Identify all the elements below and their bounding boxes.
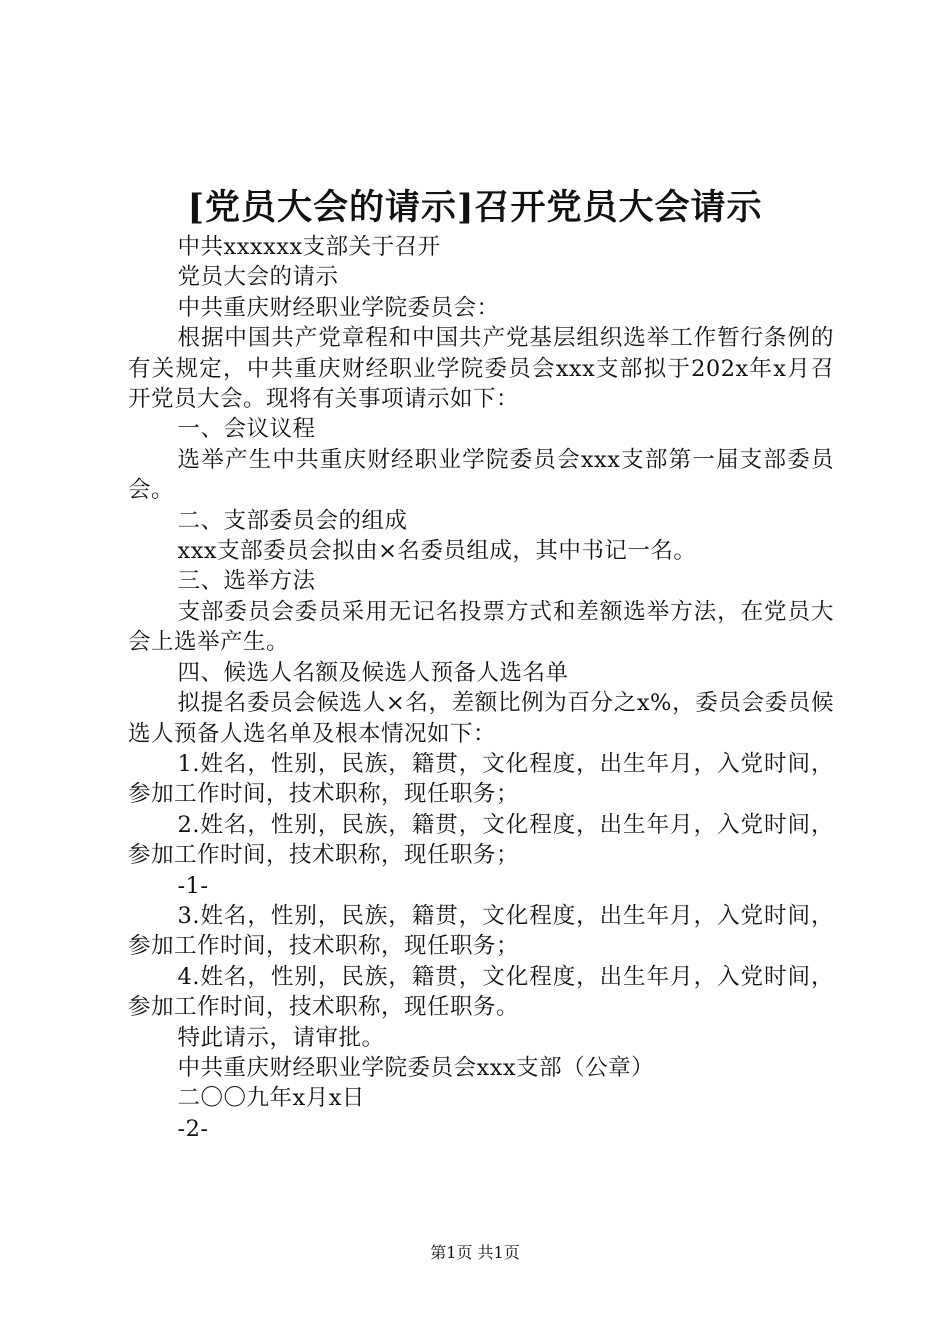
paragraph-intro: 根据中国共产党章程和中国共产党基层组织选举工作暂行条例的有关规定，中共重庆财经职业学院委员会xxx支部拟于202x年x月召开党员大会。现将有关事项请示如下： [128,325,834,413]
document-body [128,232,834,1144]
paragraph-candidates: 拟提名委员会候选人×名，差额比例为百分之x%，委员会委员候选人预备人选名单及根本情况如下： [128,690,834,747]
paragraph-date: 二〇〇九年x月x日 [177,1085,365,1112]
section-heading-candidates: 四、候选人名额及候选人预备人选名单 [177,659,569,686]
page-footer: 第1页 共1页 [430,1243,520,1262]
paragraph-closing: 特此请示，请审批。 [177,1024,385,1051]
section-heading-composition: 二、支部委员会的组成 [177,507,408,534]
section-heading-agenda: 一、会议议程 [177,416,316,443]
paragraph-method: 支部委员会委员采用无记名投票方式和差额选举方法，在党员大会上选举产生。 [128,598,834,656]
paragraph-header-line-1: 中共xxxxxx支部关于召开 [177,234,441,260]
candidate-item-3: 3.姓名，性别，民族，籍贯，文化程度，出生年月，入党时间，参加工作时间，技术职称，现任职务； [128,902,834,960]
paragraph-signature: 中共重庆财经职业学院委员会xxx支部（公章） [177,1054,655,1081]
document-title: [党员大会的请示]召开党员大会请示 [187,187,763,228]
section-heading-method: 三、选举方法 [177,568,316,595]
paragraph-agenda: 选举产生中共重庆财经职业学院委员会xxx支部第一届支部委员会。 [128,446,834,504]
page-marker-1: -1- [177,872,209,899]
paragraph-addressee: 中共重庆财经职业学院委员会： [177,294,500,321]
paragraph-header-line-2: 党员大会的请示 [177,264,339,291]
candidate-item-1: 1.姓名，性别，民族，籍贯，文化程度，出生年月，入党时间，参加工作时间，技术职称，现任职务； [128,750,834,808]
page-marker-2: -2- [177,1115,209,1142]
candidate-item-4: 4.姓名，性别，民族，籍贯，文化程度，出生年月，入党时间，参加工作时间，技术职称，现任职务。 [128,963,834,1021]
candidate-item-2: 2.姓名，性别，民族，籍贯，文化程度，出生年月，入党时间，参加工作时间，技术职称，现任职务； [128,811,834,869]
paragraph-composition: xxx支部委员会拟由×名委员组成，其中书记一名。 [177,538,697,565]
